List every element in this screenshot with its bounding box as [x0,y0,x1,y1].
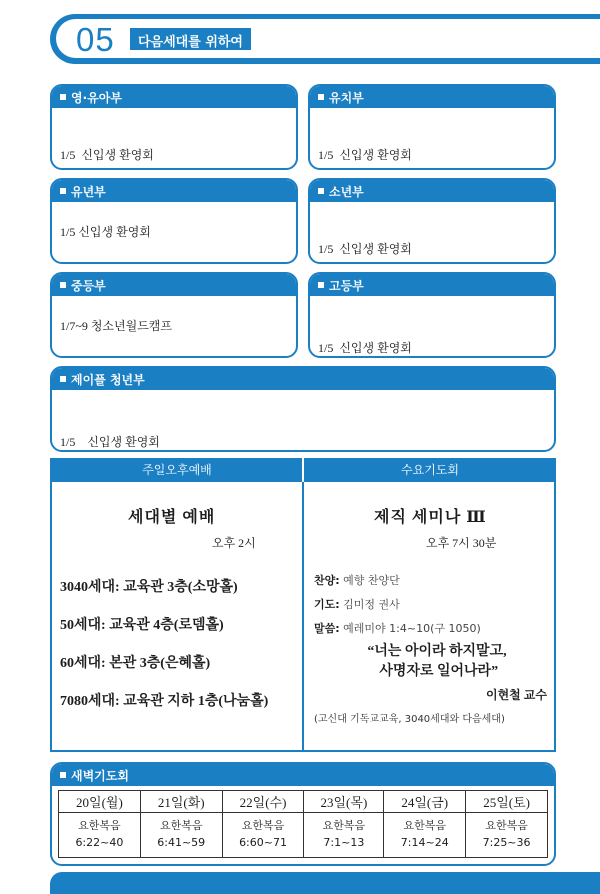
table-header-row [59,791,548,813]
passage-cell: 요한복음 6:60~71 [222,813,304,858]
dept-box-middle-school [50,272,298,358]
section-title: 다음세대를 위하여 [130,28,251,50]
dept-title: 제이플 청년부 [71,372,145,387]
wednesday-time: 오후 7시 30분 [426,536,497,550]
sunday-time: 오후 2시 [212,536,256,550]
day-cell: 21일(화) [140,791,222,813]
speaker-name: 이현철 교수 [486,688,547,702]
scripture-info: 말씀: 예레미야 1:4~10(구 1050) [314,622,481,635]
dept-box-kindergarten [308,84,556,170]
table-row [59,813,548,858]
praise-info: 찬양: 예향 찬양단 [314,574,400,587]
generation-location: 50세대: 교육관 4층(로뎀홀) [60,618,224,633]
bullet-square-icon [60,376,66,382]
passage-cell: 요한복음 7:1~13 [304,813,384,858]
dept-line: 1/7~9 청소년월드캠프 [60,319,172,333]
dept-box-infant [50,84,298,170]
generation-location: 7080세대: 교육관 지하 1층(나눔홀) [60,694,269,709]
passage-cell: 요한복음 6:22~40 [59,813,141,858]
generation-location: 3040세대: 교육관 3층(소망홀) [60,580,238,595]
passage-cell: 요한복음 7:14~24 [384,813,466,858]
dept-box-elementary [308,178,556,264]
bullet-square-icon [318,94,324,100]
bullet-square-icon [60,772,66,778]
footer-band [50,872,600,894]
worship-section [50,458,556,752]
day-cell: 22일(수) [222,791,304,813]
prayer-info: 기도: 김미정 권사 [314,598,400,611]
passage-cell: 요한복음 6:41~59 [140,813,222,858]
speaker-affiliation: (고신대 기독교교육, 3040세대와 다음세대) [314,714,505,725]
dept-title: 유년부 [71,184,106,199]
bullet-square-icon [318,282,324,288]
dawn-schedule-table [58,790,548,858]
wednesday-header: 수요기도회 [304,458,556,482]
bullet-square-icon [60,94,66,100]
day-cell: 24일(금) [384,791,466,813]
dept-line: 1/5 신입생 환영회 [60,435,160,449]
sunday-header: 주일오후예배 [52,458,302,482]
generation-location: 60세대: 본관 3층(은혜홀) [60,656,211,671]
dept-title: 고등부 [329,278,364,293]
dept-line: 1/5 신입생 환영회 [60,148,154,162]
day-cell: 20일(월) [59,791,141,813]
dept-line: 1/5 신입생 환영회 [318,341,412,355]
bullet-square-icon [60,282,66,288]
dept-title: 소년부 [329,184,364,199]
sunday-title: 세대별 예배 [128,509,216,526]
dept-title: 중등부 [71,278,106,293]
day-cell: 23일(목) [304,791,384,813]
dept-box-young-adults [50,366,556,452]
dawn-prayer-box [50,762,556,866]
dept-title: 유치부 [329,90,364,105]
dept-title: 영·유아부 [71,90,122,105]
sermon-title: “너는 아이라 하지말고, 사명자로 일어나라” [367,644,507,679]
column-divider [302,482,304,750]
bullet-square-icon [60,188,66,194]
dept-line: 1/5 신입생 환영회 [318,148,412,162]
dept-line: 1/5 신입생 환영회 [318,242,412,256]
dept-line: 1/5 신입생 환영회 [60,225,151,239]
bullet-square-icon [318,188,324,194]
wednesday-title: 제직 세미나 Ⅲ [374,509,487,526]
section-number: 05 [76,21,115,58]
dept-box-primary [50,178,298,264]
dawn-title: 새벽기도회 [71,768,129,783]
dept-box-high-school [308,272,556,358]
passage-cell: 요한복음 7:25~36 [466,813,548,858]
day-cell: 25일(토) [466,791,548,813]
